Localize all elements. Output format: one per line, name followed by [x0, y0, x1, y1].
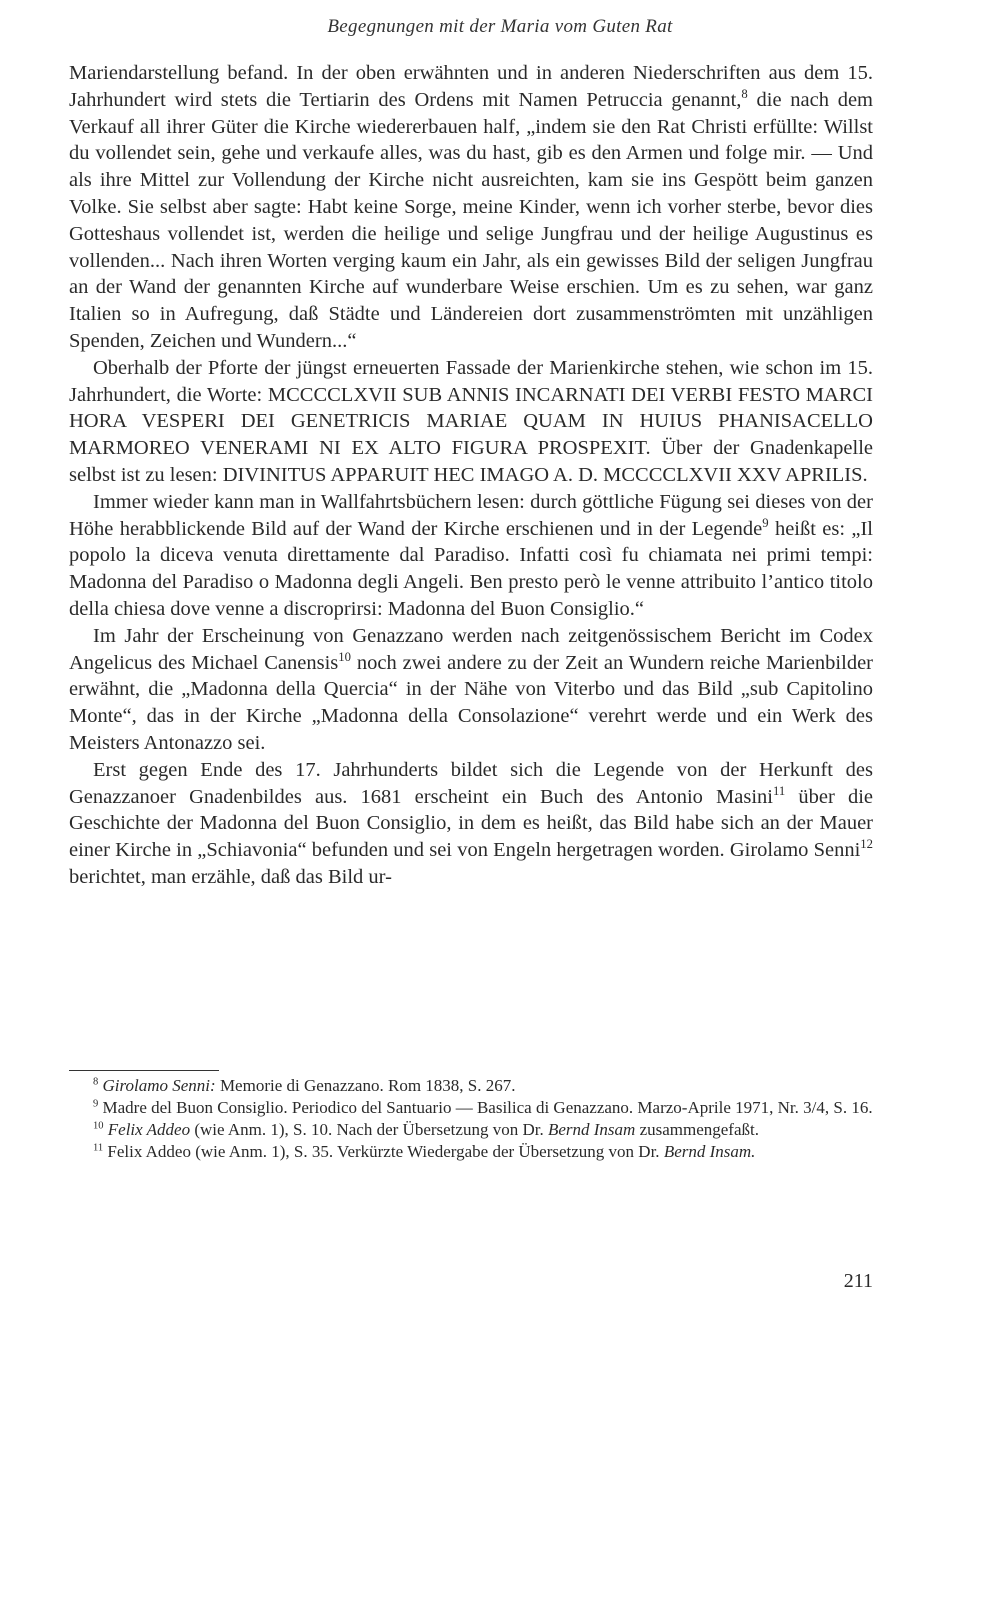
footnote-reference: 9 [93, 1098, 99, 1110]
paragraph [69, 60, 873, 355]
text-run: heißt es: „Il popolo la diceva venuta direttamente dal Paradiso. Infatti così fu chiamata nei primi tempi: Madonna del Paradiso o Madonna degli Angeli. Ben presto però le venne attribuito l’antico titolo della chiesa dove venne a discroprirsi: Madonna del Buon Consiglio.“ [69, 517, 873, 620]
text-run: Felix Addeo (wie Anm. 1), S. 35. Verkürzte Wiedergabe der Übersetzung von Dr. [103, 1142, 664, 1161]
footnote-reference: 12 [860, 837, 873, 852]
paragraph [69, 489, 873, 623]
italic-text: Girolamo Senni: [102, 1076, 216, 1095]
footnote-reference: 11 [773, 783, 786, 798]
text-run: Oberhalb der Pforte der jüngst erneuerten Fassade der Marienkirche stehen, wie schon im 15. Jahrhundert, die Worte: MCCCCLXVII SUB ANNIS INCARNATI DEI VERBI FESTO MARCI HORA VESPERI DEI GENETRICIS MARIAE QUAM IN HUIUS PHANISACELLO MARMOREO VENERAMI NI EX ALTO FIGURA PROSPEXIT. Über der Gnadenkapelle selbst ist zu lesen: DIVINITUS APPARUIT HEC IMAGO A. D. MCCCCLXVII XXV APRILIS. [69, 356, 873, 486]
text-run: berichtet, man erzähle, daß das Bild ur- [69, 865, 392, 888]
footnote-reference: 8 [93, 1076, 99, 1088]
footnote-reference: 9 [762, 515, 769, 530]
footnote [69, 1141, 873, 1163]
footnotes [69, 1075, 873, 1163]
text-run: noch zwei andere zu der Zeit an Wundern reiche Marienbilder erwähnt, die „Madonna della Quercia“ in der Nähe von Viterbo und das Bild „sub Capitolino Monte“, das in der Kirche „Madonna della Consolazione“ verehrt werde und ein Werk des Meisters Antonazzo sei. [69, 651, 873, 754]
text-run: Im Jahr der Erscheinung von Genazzano werden nach zeitgenössischem Bericht im Codex Angelicus des Michael Canensis [69, 624, 873, 674]
paragraph [69, 623, 873, 757]
text-run: die nach dem Verkauf all ihrer Güter die Kirche wiedererbauen half, „indem sie den Rat Christi erfüllte: Willst du vollendet sein, gehe und verkaufe alles, was du hast, gib es den Armen und folge mir. — Und als ihre Mittel zur Vollendung der Kirche nicht ausreichten, kam sie ins Gespött beim ganzen Volke. Sie selbst aber sagte: Habt keine Sorge, meine Kinder, wenn ich vorher sterbe, bevor dies Gotteshaus vollendet ist, werden die heilige und selige Jungfrau und der heilige Augustinus es vollenden... Nach ihren Worten verging kaum ein Jahr, als ein gewisses Bild der seligen Jungfrau an der Wand der genannten Kirche auf wunderbare Weise erschien. Um es zu sehen, war ganz Italien so in Aufregung, daß Städte und Ländereien dort zusammenströmten mit unzähligen Spenden, Zeichen und Wundern...“ [69, 88, 873, 352]
text-run: Erst gegen Ende des 17. Jahrhunderts bildet sich die Legende von der Herkunft des Genazzanoer Gnadenbildes aus. 1681 erscheint ein Buch des Antonio Masini [69, 758, 873, 808]
italic-text: Felix Addeo [107, 1120, 191, 1139]
text-run: Immer wieder kann man in Wallfahrtsbüchern lesen: durch göttliche Fügung sei dieses von der Höhe herabblickende Bild auf der Wand der Kirche erschienen und in der Legende [69, 490, 873, 540]
footnote-reference: 10 [93, 1120, 104, 1132]
footnote [69, 1075, 873, 1097]
footnote-reference: 11 [93, 1142, 104, 1154]
text-run: (wie Anm. 1), S. 10. Nach der Übersetzung von Dr. [190, 1120, 548, 1139]
page-number: 211 [843, 1270, 873, 1292]
footnote-reference: 10 [338, 649, 351, 664]
footnote [69, 1119, 873, 1141]
footnote-separator-rule [69, 1070, 219, 1071]
paragraph [69, 355, 873, 489]
text-run: Memorie di Genazzano. Rom 1838, S. 267. [215, 1076, 516, 1095]
text-run: Mariendarstellung befand. In der oben erwähnten und in anderen Niederschriften aus dem 15. Jahrhundert wird stets die Tertiarin des Ordens mit Namen Petruccia genannt, [69, 62, 873, 111]
italic-text: Bernd Insam [547, 1120, 636, 1139]
footnote [69, 1097, 873, 1119]
text-run: zusammengefaßt. [635, 1120, 759, 1139]
body-text [69, 60, 873, 891]
footnote-reference: 8 [741, 86, 748, 101]
paragraph [69, 757, 873, 891]
text-run: Madre del Buon Consiglio. Periodico del Santuario — Basilica di Genazzano. Marzo-Aprile 1971, Nr. 3/4, S. 16. [98, 1098, 873, 1117]
text-run: über die Geschichte der Madonna del Buon Consiglio, in dem es heißt, das Bild habe sich an der Mauer einer Kirche in „Schiavonia“ befunden und sei von Engeln hergetragen worden. Girolamo Senni [69, 785, 873, 862]
italic-text: Bernd Insam. [663, 1142, 756, 1161]
running-head: Begegnungen mit der Maria vom Guten Rat [327, 16, 673, 37]
